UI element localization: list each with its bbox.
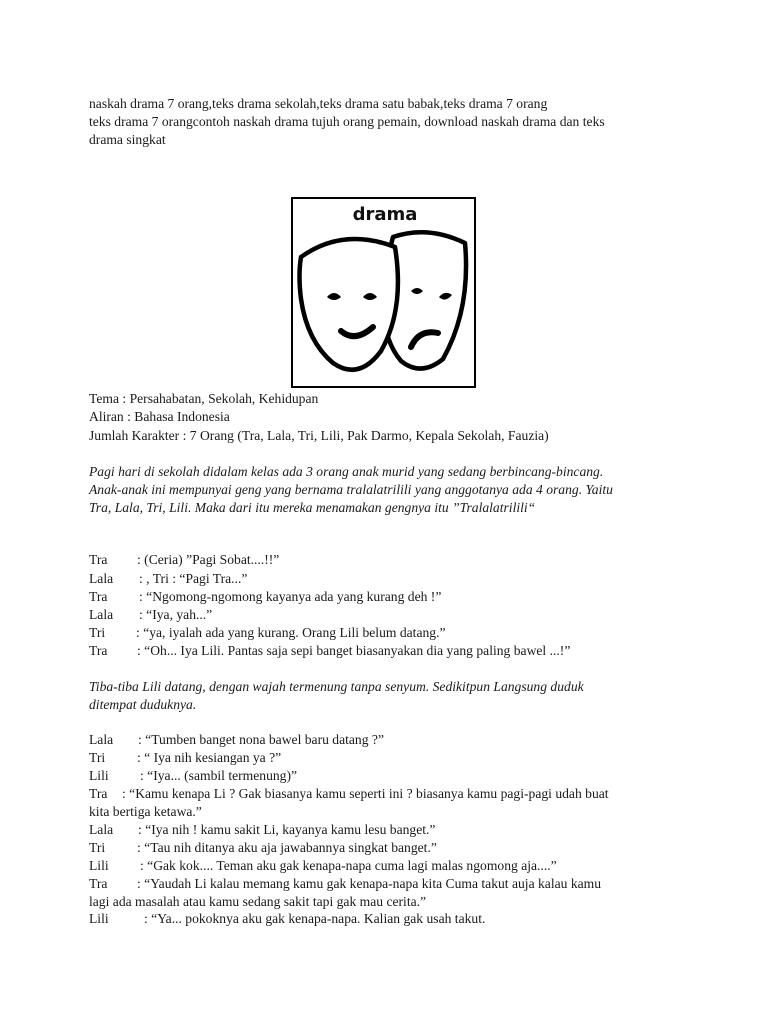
dialog-text: : “ya, iyalah ada yang kurang. Orang Lili belum datang.” [136, 625, 446, 640]
dialog-line [89, 731, 384, 749]
speaker: Tra [89, 876, 108, 891]
dialog-line [89, 821, 435, 839]
dialog-line [89, 588, 441, 606]
dialog-text: : “Tau nih ditanya aku aja jawabannya singkat banget.” [137, 840, 437, 855]
drama-image [291, 197, 476, 388]
header-line-3: drama singkat [89, 132, 166, 147]
narration2-line: ditempat duduknya. [89, 697, 197, 712]
speaker: Tri [89, 750, 106, 765]
dialog-line [89, 857, 557, 875]
dialog-text: : “Oh... Iya Lili. Pantas saja sepi banget biasanyakan dia yang paling bawel ...!” [137, 643, 571, 658]
dialog-line [89, 910, 485, 928]
dialog-line [89, 570, 247, 588]
dialog-line: lagi ada masalah atau kamu sedang sakit tapi gak mau cerita.” [89, 894, 427, 909]
narration1-line: Pagi hari di sekolah didalam kelas ada 3 orang anak murid yang sedang berbincang-bincang. [89, 464, 604, 479]
dialog-text: : “Iya, yah...” [139, 607, 213, 622]
info-aliran: Aliran : Bahasa Indonesia [89, 409, 230, 424]
dialog-line [89, 749, 281, 767]
dialog-text: : “Iya... (sambil termenung)” [140, 768, 298, 783]
speaker: Lala [89, 732, 114, 747]
dialog-text: : “Tumben banget nona bawel baru datang ?” [138, 732, 384, 747]
info-jumlah: Jumlah Karakter : 7 Orang (Tra, Lala, Tri, Lili, Pak Darmo, Kepala Sekolah, Fauzia) [89, 428, 549, 443]
header-line-2: teks drama 7 orangcontoh naskah drama tujuh orang pemain, download naskah drama dan teks [89, 114, 605, 129]
speaker: Lala [89, 571, 114, 586]
speaker: Tra [89, 643, 108, 658]
dialog-line [89, 839, 437, 857]
theater-masks-icon [293, 199, 474, 386]
image-caption: drama [352, 204, 418, 225]
speaker: Tra [89, 552, 108, 567]
dialog-text: : (Ceria) ”Pagi Sobat....!!” [137, 552, 280, 567]
header-line-1: naskah drama 7 orang,teks drama sekolah,teks drama satu babak,teks drama 7 orang [89, 96, 548, 111]
dialog-text: : “Kamu kenapa Li ? Gak biasanya kamu seperti ini ? biasanya kamu pagi-pagi udah buat [122, 786, 609, 801]
dialog-line [89, 606, 212, 624]
narration2-line: Tiba-tiba Lili datang, dengan wajah termenung tanpa senyum. Sedikitpun Langsung duduk [89, 679, 584, 694]
speaker: Tri [89, 840, 106, 855]
dialog-text: : , Tri : “Pagi Tra...” [139, 571, 248, 586]
speaker: Lala [89, 607, 114, 622]
dialog-text: : “Ya... pokoknya aku gak kenapa-napa. Kalian gak usah takut. [144, 911, 486, 926]
dialog-line [89, 767, 297, 785]
speaker: Lili [89, 911, 109, 926]
dialog-text: : “Yaudah Li kalau memang kamu gak kenapa-napa kita Cuma takut auja kalau kamu [137, 876, 602, 891]
dialog-line [89, 785, 609, 803]
dialog-line [89, 875, 601, 893]
info-tema: Tema : Persahabatan, Sekolah, Kehidupan [89, 391, 319, 406]
dialog-line [89, 551, 279, 569]
speaker: Lili [89, 768, 109, 783]
speaker: Tra [89, 589, 108, 604]
dialog-text: : “Ngomong-ngomong kayanya ada yang kurang deh !” [139, 589, 442, 604]
dialog-text: : “ Iya nih kesiangan ya ?” [137, 750, 282, 765]
dialog-text: : “Gak kok.... Teman aku gak kenapa-napa cuma lagi malas ngomong aja....” [140, 858, 557, 873]
speaker: Tra [89, 786, 108, 801]
speaker: Tri [89, 625, 106, 640]
dialog-text: : “Iya nih ! kamu sakit Li, kayanya kamu lesu banget.” [138, 822, 436, 837]
speaker: Lala [89, 822, 114, 837]
dialog-line [89, 624, 446, 642]
narration1-line: Tra, Lala, Tri, Lili. Maka dari itu mereka menamakan gengnya itu ”Tralalatrilili“ [89, 500, 536, 515]
narration1-line: Anak-anak ini mempunyai geng yang bernama tralalatrilili yang anggotanya ada 4 orang. Yaitu [89, 482, 613, 497]
dialog-line: kita bertiga ketawa.” [89, 804, 202, 819]
dialog-line [89, 642, 570, 660]
speaker: Lili [89, 858, 109, 873]
